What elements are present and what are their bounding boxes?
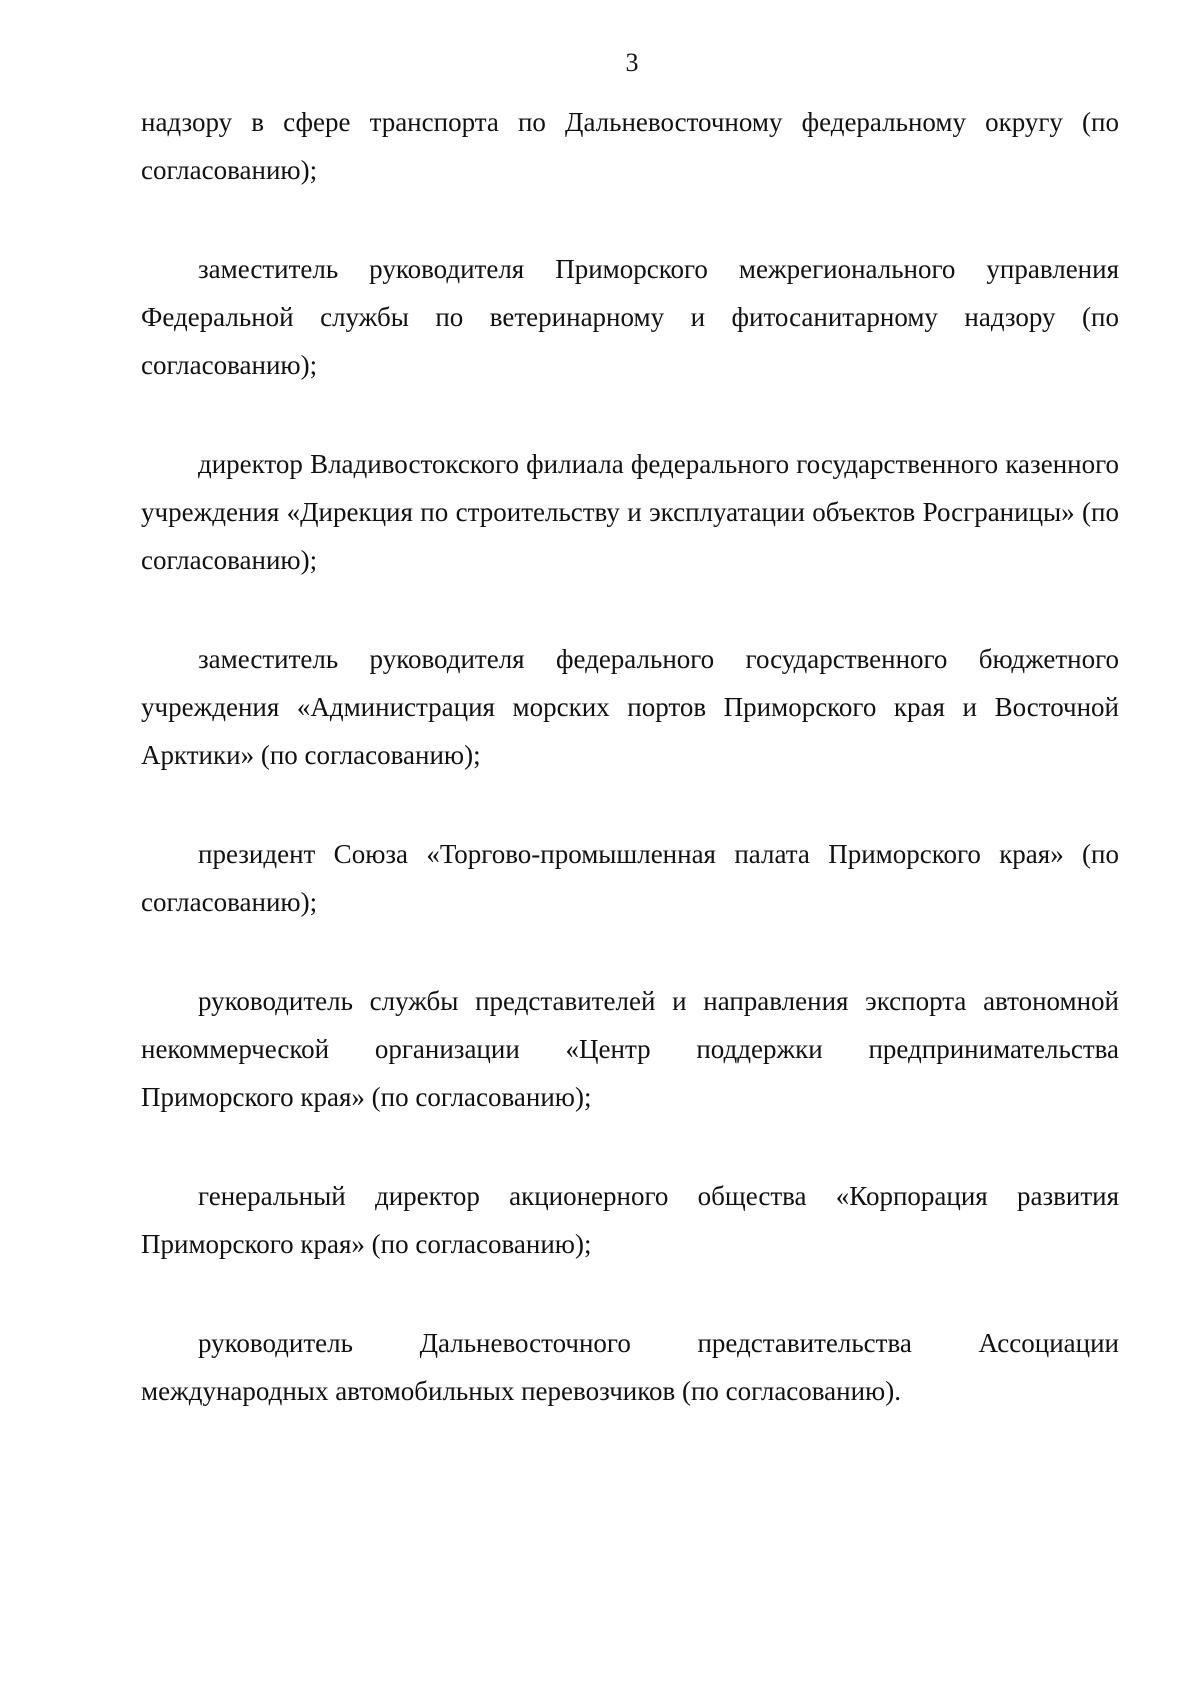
paragraph-development-corporation-director: генеральный директор акционерного общества «Корпорация развития Приморского края» (по согласованию); [141, 1181, 1119, 1259]
paragraph-road-carriers-association-head: руководитель Дальневосточного представительства Ассоциации международных автомобильных перевозчиков (по согласованию). [141, 1328, 1119, 1406]
paragraph-entrepreneurship-center-head: руководитель службы представителей и направления экспорта автономной некоммерческой организации «Центр поддержки предпринимательства Приморского края» (по согласованию); [141, 986, 1119, 1112]
paragraph-seaports-administration-deputy: заместитель руководителя федерального государственного бюджетного учреждения «Администрация морских портов Приморского края и Восточной Арктики» (по согласованию); [141, 644, 1119, 770]
paragraph-transport-oversight-continuation: надзору в сфере транспорта по Дальневосточному федеральному округу (по согласованию); [141, 107, 1119, 185]
page-number: 3 [625, 48, 639, 77]
paragraph-veterinary-service-deputy: заместитель руководителя Приморского межрегионального управления Федеральной службы по ветеринарному и фитосанитарному надзору (по согласованию); [141, 254, 1119, 380]
paragraph-chamber-of-commerce-president: президент Союза «Торгово-промышленная палата Приморского края» (по согласованию); [141, 839, 1119, 917]
document-body [141, 98, 1119, 1415]
paragraph-rosgranitsa-branch-director: директор Владивостокского филиала федерального государственного казенного учреждения «Дирекция по строительству и эксплуатации объектов Росграницы» (по согласованию); [141, 449, 1119, 575]
